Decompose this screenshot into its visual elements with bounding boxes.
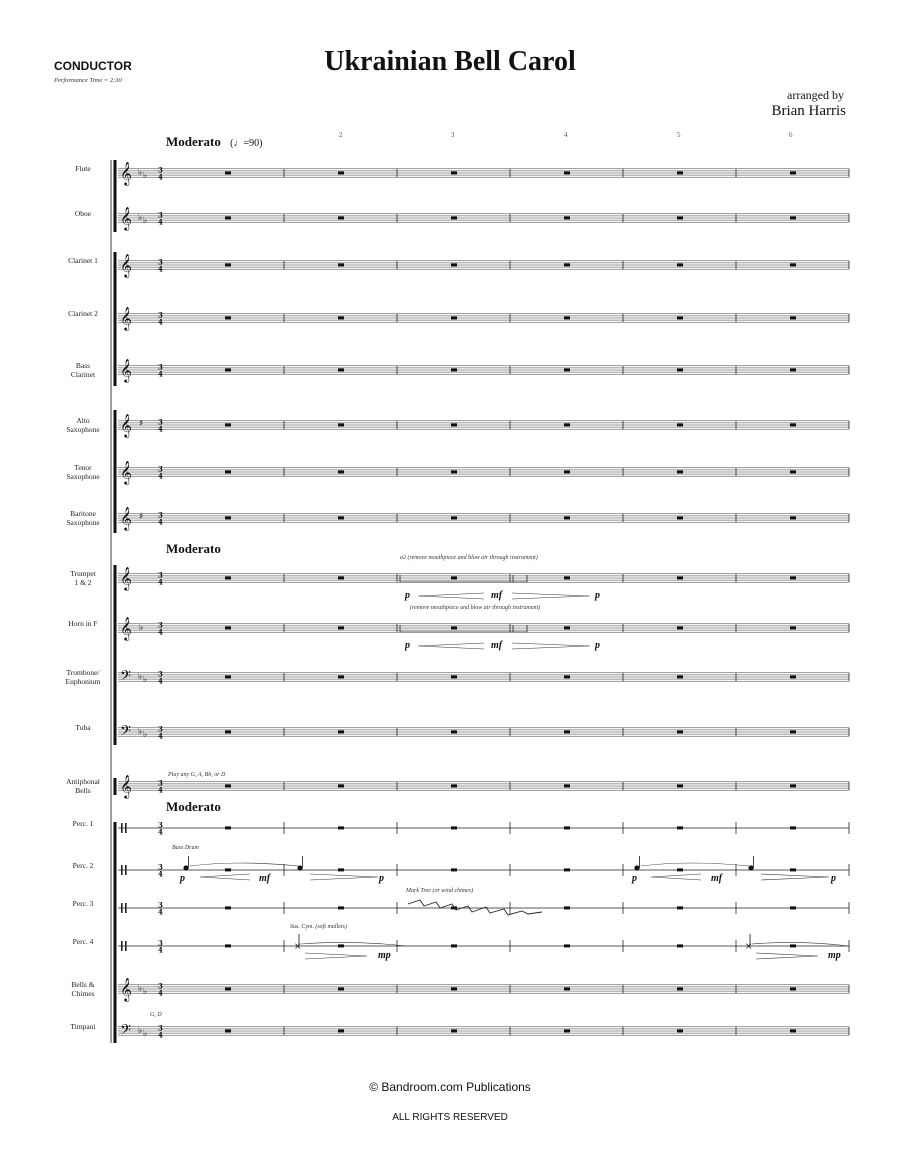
sharp-icon: ♯: [139, 419, 144, 429]
time-signature-top: 3: [158, 210, 163, 220]
measure-rest: [225, 171, 231, 174]
metronome-mark: (♩=90): [230, 138, 263, 149]
time-signature-bottom: 4: [158, 627, 163, 637]
flat-icon: ♭: [143, 675, 148, 685]
measure-rest: [790, 868, 796, 871]
treble-clef-icon: 𝄞: [120, 460, 132, 484]
measure-rest: [338, 826, 344, 829]
measure-rest: [564, 906, 570, 909]
measure-rest: [790, 987, 796, 990]
measure-number-3: 3: [451, 131, 455, 139]
time-signature-top: 3: [158, 510, 163, 520]
measure-rest: [225, 263, 231, 266]
measure-rest: [338, 944, 344, 947]
measure-rest: [225, 784, 231, 787]
horn-decrescendo: [512, 643, 590, 649]
flat-icon: ♭: [138, 168, 143, 178]
instrument-label: Perc. 4: [72, 937, 94, 946]
time-signature-top: 3: [158, 724, 163, 734]
time-signature-top: 3: [158, 981, 163, 991]
measure-rest: [677, 171, 683, 174]
measure-rest: [677, 263, 683, 266]
time-signature-bottom: 4: [158, 217, 163, 227]
sus-cym-tie: [752, 942, 849, 946]
tempo-text: Moderato: [166, 134, 221, 149]
trumpet-dynamic-p-start: p: [405, 590, 410, 601]
time-signature-top: 3: [158, 778, 163, 788]
treble-clef-icon: 𝄞: [120, 506, 132, 530]
time-signature-top: 3: [158, 862, 163, 872]
measure-rest: [225, 216, 231, 219]
time-signature-bottom: 4: [158, 731, 163, 741]
treble-clef-icon: 𝄞: [120, 616, 132, 640]
measure-rest: [338, 423, 344, 426]
measure-rest: [790, 263, 796, 266]
percussion-clef-icon: [121, 865, 123, 875]
time-signature-bottom: 4: [158, 517, 163, 527]
measure-rest: [790, 730, 796, 733]
measure-rest: [677, 826, 683, 829]
trumpet-dynamic-p-end: p: [595, 590, 600, 601]
measure-rest: [677, 784, 683, 787]
perc2-dynamic-mf-m5: mf: [711, 873, 723, 884]
instrument-label: Bass Clarinet: [70, 361, 96, 379]
time-signature-top: 3: [158, 464, 163, 474]
measure-rest: [225, 576, 231, 579]
time-signature-bottom: 4: [158, 317, 163, 327]
measure-rest: [451, 368, 457, 371]
sus-cym-note: ×: [745, 942, 753, 952]
measure-rest: [451, 423, 457, 426]
instrument-label: Tuba: [75, 723, 91, 732]
horn-dynamic-p-end: p: [595, 640, 600, 651]
measure-rest: [564, 675, 570, 678]
measure-rest: [338, 868, 344, 871]
part-label: CONDUCTOR: [54, 59, 132, 73]
measure-rest: [451, 171, 457, 174]
measure-rest: [451, 987, 457, 990]
time-signature-top: 3: [158, 1023, 163, 1033]
measure-rest: [225, 906, 231, 909]
bass-clef-icon: 𝄢: [120, 668, 131, 688]
performance-time: Performance Time = 2:30: [54, 77, 122, 84]
horn-instruction: (remove mouthpiece and blow air through instrument): [410, 605, 541, 611]
instrument-label: Perc. 3: [72, 899, 94, 908]
measure-rest: [451, 470, 457, 473]
measure-rest: [677, 868, 683, 871]
measure-rest: [677, 216, 683, 219]
arranged-by-label: arranged by: [787, 88, 844, 102]
measure-rest: [225, 516, 231, 519]
flat-icon: ♭: [138, 984, 143, 994]
flat-icon: ♭: [138, 1026, 143, 1036]
measure-rest: [790, 626, 796, 629]
measure-rest: [225, 944, 231, 947]
instrument-label: Tenor Saxophone: [66, 463, 100, 481]
tempo-marking-brass: Moderato: [166, 541, 221, 556]
measure-rest: [790, 316, 796, 319]
bass-drum-note: [183, 865, 188, 870]
measure-rest: [790, 368, 796, 371]
flat-icon: ♭: [143, 216, 148, 226]
bass-drum-note: [297, 865, 302, 870]
measure-rest: [225, 423, 231, 426]
measure-rest: [677, 516, 683, 519]
measure-rest: [677, 423, 683, 426]
measure-rest: [338, 626, 344, 629]
bass-clef-icon: 𝄢: [120, 723, 131, 743]
measure-rest: [338, 216, 344, 219]
time-signature-bottom: 4: [158, 172, 163, 182]
instrument-label: Timpani: [70, 1022, 96, 1031]
instrument-label: Perc. 2: [72, 861, 94, 870]
measure-rest: [225, 987, 231, 990]
perc4-hairpin: [756, 953, 818, 959]
measure-rest: [564, 216, 570, 219]
measure-rest: [677, 576, 683, 579]
measure-rest: [225, 626, 231, 629]
measure-rest: [677, 675, 683, 678]
measure-rest: [564, 171, 570, 174]
measure-rest: [338, 987, 344, 990]
measure-rest: [677, 1029, 683, 1032]
perc4-dynamic-mp-m6: mp: [828, 950, 841, 961]
instrument-label: Horn in F: [68, 619, 98, 628]
perc2-dynamic-p-m5: p: [632, 873, 637, 884]
perc2-decrescendo: [761, 874, 829, 880]
percussion-clef-icon: [121, 941, 123, 951]
measure-rest: [677, 368, 683, 371]
measure-rest: [338, 263, 344, 266]
measure-rest: [677, 987, 683, 990]
bass-drum-note: [748, 865, 753, 870]
time-signature-top: 3: [158, 900, 163, 910]
measure-rest: [790, 906, 796, 909]
time-signature-top: 3: [158, 820, 163, 830]
bass-drum-label: Bass Drum: [172, 845, 199, 851]
measure-rest: [677, 626, 683, 629]
measure-rest: [564, 368, 570, 371]
trumpet-decrescendo: [512, 593, 590, 599]
flat-icon: ♭: [138, 213, 143, 223]
measure-rest: [451, 675, 457, 678]
time-signature-top: 3: [158, 362, 163, 372]
measure-rest: [564, 944, 570, 947]
percussion-clef-icon: [125, 903, 127, 913]
bass-drum-note: [634, 865, 639, 870]
measure-rest: [790, 675, 796, 678]
publisher-credit: © Bandroom.com Publications: [369, 1080, 531, 1094]
measure-rest: [451, 216, 457, 219]
measure-rest: [338, 576, 344, 579]
measure-rest: [338, 784, 344, 787]
measure-rest: [564, 576, 570, 579]
mark-tree-label: Mark Tree (or wind chimes): [406, 888, 474, 894]
measure-rest: [564, 730, 570, 733]
measure-rest: [338, 730, 344, 733]
instrument-label: Baritone Saxophone: [66, 509, 100, 527]
measure-rest: [451, 516, 457, 519]
bass-clef-icon: 𝄢: [120, 1022, 131, 1042]
percussion-clef-icon: [121, 903, 123, 913]
time-signature-top: 3: [158, 310, 163, 320]
measure-rest: [225, 368, 231, 371]
perc4-hairpin: [305, 953, 367, 959]
time-signature-bottom: 4: [158, 827, 163, 837]
measure-rest: [790, 784, 796, 787]
measure-rest: [564, 826, 570, 829]
measure-rest: [790, 423, 796, 426]
measure-rest: [790, 470, 796, 473]
treble-clef-icon: 𝄞: [120, 413, 132, 437]
measure-rest: [677, 944, 683, 947]
measure-rest: [451, 316, 457, 319]
measure-rest: [225, 316, 231, 319]
measure-rest: [338, 316, 344, 319]
time-signature-bottom: 4: [158, 869, 163, 879]
flat-icon: ♭: [143, 987, 148, 997]
timpani-tuning: G, D: [150, 1012, 162, 1018]
measure-rest: [564, 423, 570, 426]
time-signature-bottom: 4: [158, 945, 163, 955]
sus-cym-note: ×: [294, 942, 302, 952]
measure-rest: [564, 868, 570, 871]
measure-rest: [225, 675, 231, 678]
instrument-label: Trumpet 1 & 2: [70, 569, 96, 587]
perc4-dynamic-mp-m2: mp: [378, 950, 391, 961]
instrument-label: Oboe: [74, 209, 92, 218]
measure-number-6: 6: [789, 131, 793, 139]
flat-icon: ♭: [139, 623, 144, 633]
rights-notice: ALL RIGHTS RESERVED: [392, 1112, 508, 1123]
flat-icon: ♭: [143, 730, 148, 740]
instrument-label: Clarinet 1: [68, 256, 98, 265]
measure-rest: [451, 1029, 457, 1032]
measure-rest: [564, 516, 570, 519]
perc2-dynamic-mf-m1: mf: [259, 873, 271, 884]
measure-rest: [790, 171, 796, 174]
trumpet-crescendo: [418, 593, 484, 599]
instrument-label: Bells & Chimes: [71, 980, 95, 998]
perc2-decrescendo: [310, 874, 378, 880]
instrument-label: Alto Saxophone: [66, 416, 100, 434]
perc2-tie: [641, 863, 749, 866]
measure-rest: [564, 626, 570, 629]
treble-clef-icon: 𝄞: [120, 253, 132, 277]
percussion-clef-icon: [125, 823, 127, 833]
measure-rest: [564, 470, 570, 473]
measure-rest: [451, 784, 457, 787]
measure-rest: [564, 987, 570, 990]
arranger-name: Brian Harris: [771, 103, 846, 119]
measure-rest: [677, 470, 683, 473]
trumpet-instruction: a2 (remove mouthpiece and blow air through instrument): [400, 555, 538, 561]
perc2-tie: [190, 863, 298, 866]
treble-clef-icon: 𝄞: [120, 358, 132, 382]
horn-crescendo: [418, 643, 484, 649]
percussion-clef-icon: [125, 865, 127, 875]
page-title: Ukrainian Bell Carol: [324, 46, 576, 77]
time-signature-bottom: 4: [158, 264, 163, 274]
treble-clef-icon: 𝄞: [120, 977, 132, 1001]
measure-rest: [564, 784, 570, 787]
measure-rest: [338, 171, 344, 174]
measure-rest: [338, 470, 344, 473]
perc2-dynamic-p-m1: p: [180, 873, 185, 884]
flat-icon: ♭: [143, 1029, 148, 1039]
time-signature-bottom: 4: [158, 424, 163, 434]
measure-number-2: 2: [339, 131, 343, 139]
measure-rest: [338, 516, 344, 519]
horn-dynamic-p-start: p: [405, 640, 410, 651]
antiphonal-instruction: Play any G, A, Bb, or D: [168, 772, 226, 778]
time-signature-bottom: 4: [158, 785, 163, 795]
mark-tree-gliss: [408, 900, 542, 915]
measure-rest: [790, 216, 796, 219]
trumpet-dynamic-mf: mf: [491, 590, 503, 601]
measure-rest: [338, 675, 344, 678]
instrument-label: Clarinet 2: [68, 309, 98, 318]
measure-rest: [790, 944, 796, 947]
sus-cym-tie: [301, 942, 406, 946]
measure-rest: [564, 1029, 570, 1032]
measure-rest: [451, 626, 457, 629]
perc2-dynamic-p-m2: p: [379, 873, 384, 884]
perc2-dynamic-p-m6: p: [831, 873, 836, 884]
measure-rest: [451, 730, 457, 733]
instrument-label: Perc. 1: [72, 819, 94, 828]
measure-rest: [564, 316, 570, 319]
treble-clef-icon: 𝄞: [120, 566, 132, 590]
measure-rest: [677, 316, 683, 319]
measure-rest: [790, 1029, 796, 1032]
measure-rest: [677, 730, 683, 733]
time-signature-top: 3: [158, 669, 163, 679]
measure-rest: [790, 516, 796, 519]
measure-rest: [677, 906, 683, 909]
measure-rest: [790, 576, 796, 579]
time-signature-top: 3: [158, 620, 163, 630]
time-signature-bottom: 4: [158, 907, 163, 917]
measure-rest: [451, 576, 457, 579]
horn-dynamic-mf: mf: [491, 640, 503, 651]
time-signature-bottom: 4: [158, 1030, 163, 1040]
time-signature-bottom: 4: [158, 577, 163, 587]
time-signature-top: 3: [158, 570, 163, 580]
time-signature-bottom: 4: [158, 988, 163, 998]
perc2-crescendo: [200, 874, 250, 880]
tempo-marking-percussion: Moderato: [166, 799, 221, 814]
treble-clef-icon: 𝄞: [120, 161, 132, 185]
time-signature-top: 3: [158, 417, 163, 427]
percussion-clef-icon: [121, 823, 123, 833]
sus-cym-label: Sus. Cym. (soft mallets): [290, 924, 347, 930]
measure-rest: [225, 1029, 231, 1032]
sharp-icon: ♯: [139, 512, 144, 522]
measure-rest: [225, 826, 231, 829]
measure-rest: [225, 868, 231, 871]
measure-rest: [451, 868, 457, 871]
measure-rest: [225, 470, 231, 473]
measure-rest: [451, 826, 457, 829]
time-signature-top: 3: [158, 257, 163, 267]
flat-icon: ♭: [138, 672, 143, 682]
time-signature-bottom: 4: [158, 471, 163, 481]
measure-rest: [564, 263, 570, 266]
measure-rest: [790, 826, 796, 829]
treble-clef-icon: 𝄞: [120, 206, 132, 230]
measure-number-5: 5: [677, 131, 681, 139]
perc2-crescendo: [651, 874, 701, 880]
flat-icon: ♭: [143, 171, 148, 181]
treble-clef-icon: 𝄞: [120, 774, 132, 798]
instrument-label: Antiphonal Bells: [66, 777, 100, 795]
measure-rest: [451, 944, 457, 947]
measure-rest: [338, 1029, 344, 1032]
measure-rest: [338, 368, 344, 371]
measure-number-4: 4: [564, 131, 568, 139]
time-signature-bottom: 4: [158, 369, 163, 379]
instrument-label: Flute: [75, 164, 91, 173]
flat-icon: ♭: [138, 727, 143, 737]
treble-clef-icon: 𝄞: [120, 306, 132, 330]
measure-rest: [225, 730, 231, 733]
instrument-label: Trombone/ Euphonium: [65, 668, 101, 686]
measure-rest: [451, 263, 457, 266]
time-signature-bottom: 4: [158, 676, 163, 686]
time-signature-top: 3: [158, 938, 163, 948]
measure-rest: [338, 906, 344, 909]
time-signature-top: 3: [158, 165, 163, 175]
percussion-clef-icon: [125, 941, 127, 951]
